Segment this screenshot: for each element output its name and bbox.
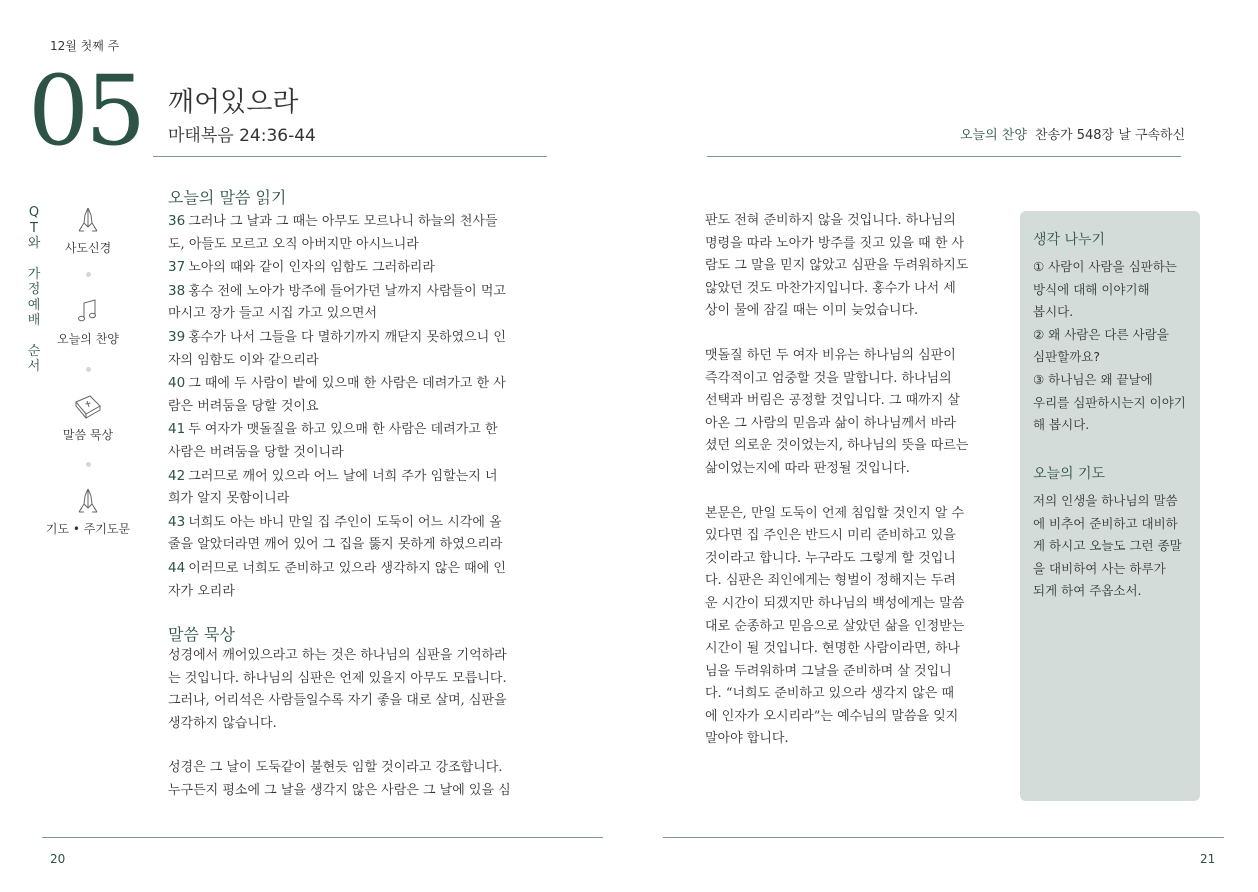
verse-line — [168, 581, 548, 604]
bible-icon — [72, 392, 104, 422]
verse-line — [168, 234, 548, 257]
step-label: 오늘의 찬양 — [57, 332, 119, 346]
step-todays-hymn — [38, 296, 138, 347]
text-line: 성경에서 깨어있으라고 하는 것은 하나님의 심판을 기억하라 — [168, 648, 507, 663]
vertical-char: 가 — [27, 266, 41, 282]
verse-text: 줄을 알았더라면 깨어 있어 그 집을 뚫지 못하게 하였으리라 — [168, 537, 503, 553]
verse-line — [168, 557, 548, 581]
verse-text: 그러므로 깨어 있으라 어느 날에 너희 주가 임할는지 너 — [188, 468, 498, 484]
text-line: 방식에 대해 이야기해 — [1033, 281, 1150, 297]
verse-number: 44 — [168, 559, 186, 576]
footer-rule-left — [42, 837, 603, 838]
verse-line — [168, 534, 548, 557]
text-line: 봅시다. — [1033, 304, 1074, 320]
verse-line — [168, 280, 548, 304]
text-line: 선택과 버림은 공정할 것입니다. 그 때까지 살 — [705, 393, 960, 409]
verse-text: 사람은 버려둠을 당할 것이니라 — [168, 444, 344, 460]
verse-list — [168, 210, 548, 603]
verse-number: 36 — [168, 213, 186, 229]
text-line: 람도 그 말을 믿지 않았고 심판을 두려워하지도 — [705, 258, 969, 274]
verse-line — [168, 372, 548, 396]
vertical-char: 정 — [27, 282, 41, 297]
verse-line — [168, 256, 548, 280]
verse-number: 41 — [168, 421, 186, 438]
verse-number: 40 — [168, 375, 186, 392]
prayer-heading: 오늘의 기도 — [1033, 466, 1106, 482]
verse-text: 홍수가 나서 그들을 다 멸하기까지 깨닫지 못하였으니 인 — [188, 329, 506, 345]
text-line: 즉각적이고 엄중할 것을 말합니다. 하나님의 — [705, 370, 952, 386]
meditation-paragraph — [168, 757, 548, 802]
step-label: 사도신경 — [64, 241, 112, 255]
meditation-paragraph — [705, 503, 997, 752]
vertical-char: T — [30, 220, 38, 236]
page-number-left: 20 — [50, 852, 66, 866]
praying-hands-icon — [73, 486, 103, 516]
text-line: 심판할까요? — [1033, 349, 1101, 365]
header-rule-right — [707, 156, 1181, 157]
day-number: 05 — [28, 55, 143, 167]
discussion-box — [1020, 211, 1200, 801]
verse-text: 그러나 그 날과 그 때는 아무도 모르나니 하늘의 천사들 — [188, 214, 498, 229]
text-line: 성경은 그 날이 도둑같이 불현듯 임할 것이라고 강조합니다. — [168, 760, 503, 776]
text-line: 셨던 의로운 것이었는지, 하나님의 뜻을 따르는 — [705, 438, 969, 454]
meditation-paragraph — [168, 645, 548, 735]
step-dot — [86, 462, 91, 467]
hymn-text: 찬송가 548장 날 구속하신 — [1034, 128, 1186, 143]
verse-text: 자가 오리라 — [168, 583, 235, 599]
meditation-paragraph — [705, 210, 997, 323]
prayer-text — [1033, 490, 1193, 603]
verse-line — [168, 511, 548, 535]
text-line: ② 왜 사람은 다른 사람을 — [1033, 326, 1169, 342]
step-prayer — [38, 486, 138, 537]
verse-line — [168, 303, 548, 326]
verse-line — [168, 326, 548, 350]
page-title: 깨어있으라 — [168, 87, 299, 118]
scripture-reference: 마태복음 24:36-44 — [168, 126, 316, 146]
reading-heading: 오늘의 말씀 읽기 — [168, 188, 287, 207]
text-line: 되게 하여 주옵소서. — [1033, 583, 1142, 599]
share-questions — [1033, 256, 1193, 437]
text-line: 명령을 따라 노아가 방주를 짓고 있을 때 한 사 — [705, 235, 965, 251]
share-heading: 생각 나누기 — [1033, 232, 1106, 248]
meditation-heading: 말씀 묵상 — [168, 625, 235, 644]
verse-line — [168, 396, 548, 419]
text-line: 것이라고 합니다. 누구라도 그렇게 할 것입니 — [705, 550, 956, 566]
verse-text: 희가 알지 못함이니라 — [168, 491, 290, 507]
meditation-left — [168, 645, 548, 825]
verse-line — [168, 488, 548, 511]
verse-line — [168, 418, 548, 442]
text-line: 누구든지 평소에 그 날을 생각지 않은 사람은 그 날에 있을 심 — [168, 782, 511, 798]
text-line: 운 시간이 되겠지만 하나님의 백성에게는 말씀 — [705, 595, 965, 611]
verse-text: 그 때에 두 사람이 밭에 있으매 한 사람은 데려가고 한 사 — [188, 376, 506, 392]
step-label: 말씀 묵상 — [62, 428, 114, 442]
verse-number: 43 — [168, 513, 186, 530]
text-line: 을 대비하여 사는 하루가 — [1033, 560, 1166, 576]
verse-text: 마시고 장가 들고 시집 가고 있으면서 — [168, 306, 378, 322]
text-line: 있다면 집 주인은 반드시 미리 준비하고 있을 — [705, 528, 956, 544]
verse-text: 도, 아들도 모르고 오직 아버지만 아시느니라 — [168, 236, 419, 252]
text-line: 우리를 심판하시는지 이야기 — [1033, 394, 1186, 410]
verse-text: 두 여자가 맷돌질을 하고 있으매 한 사람은 데려가고 한 — [188, 422, 498, 438]
text-line: 삶이었는지에 따라 판정될 것입니다. — [705, 460, 910, 476]
verse-number: 37 — [168, 259, 186, 276]
vertical-char: 배 — [27, 313, 41, 328]
hymn-line — [960, 124, 1185, 143]
page-number-right: 21 — [1200, 852, 1216, 866]
verse-number: 39 — [168, 328, 186, 345]
text-line: 는 것입니다. 하나님의 심판은 언제 있을지 아무도 모릅니다. — [168, 670, 507, 686]
verse-text: 이러므로 너희도 준비하고 있으라 생각하지 않은 때에 인 — [188, 560, 506, 576]
text-line: 게 하시고 오늘도 그런 종말 — [1033, 538, 1182, 554]
text-line: 생각하지 않습니다. — [168, 715, 277, 731]
vertical-char: 와 — [27, 236, 41, 251]
verse-text: 람은 버려둠을 당할 것이요 — [168, 398, 319, 414]
text-line: 본문은, 만일 도둑이 언제 침입할 것인지 알 수 — [705, 505, 965, 521]
hymn-label: 오늘의 찬양 — [960, 128, 1027, 143]
verse-text: 홍수 전에 노아가 방주에 들어가던 날까지 사람들이 먹고 — [188, 283, 506, 299]
header-rule-left — [153, 156, 547, 157]
text-line: 아온 그 사람의 믿음과 삶이 하나님께서 바라 — [705, 415, 956, 431]
step-label: 기도 • 주기도문 — [45, 522, 131, 536]
text-line: 맷돌질 하던 두 여자 비유는 하나님의 심판이 — [705, 347, 956, 363]
step-dot — [86, 367, 91, 372]
music-note-icon — [73, 296, 103, 326]
verse-number: 38 — [168, 282, 186, 299]
step-apostles-creed — [38, 205, 138, 256]
text-line: 않았던 것도 마찬가지입니다. 홍수가 나서 세 — [705, 280, 956, 296]
text-line: ③ 하나님은 왜 끝날에 — [1033, 371, 1153, 387]
vertical-char: 예 — [27, 297, 41, 313]
text-line: 말아야 합니다. — [705, 731, 789, 747]
week-label: 12월 첫째 주 — [50, 39, 120, 53]
verse-text: 노아의 때와 같이 인자의 임함도 그러하리라 — [188, 260, 435, 276]
verse-line — [168, 465, 548, 489]
verse-line — [168, 210, 548, 234]
text-line: 에 비추어 준비하고 대비하 — [1033, 515, 1178, 531]
verse-line — [168, 350, 548, 373]
text-line: 해 봅시다. — [1033, 417, 1090, 433]
text-line: 시간이 될 것입니다. 현명한 사람이라면, 하나 — [705, 641, 960, 657]
vertical-char: Q — [28, 205, 40, 220]
meditation-paragraph — [705, 345, 997, 481]
verse-number: 42 — [168, 467, 186, 484]
meditation-right — [705, 210, 997, 773]
text-line: ① 사람이 사람을 심판하는 — [1033, 259, 1177, 274]
footer-rule-right — [663, 837, 1224, 838]
text-line: 판도 전혀 준비하지 않을 것입니다. 하나님의 — [705, 213, 956, 228]
text-line: 다. 심판은 죄인에게는 형벌이 정해지는 두려 — [705, 573, 956, 589]
step-word-meditation — [38, 392, 138, 443]
vertical-char: 순 — [27, 343, 41, 359]
step-dot — [86, 272, 91, 277]
verse-line — [168, 442, 548, 465]
text-line: 상이 물에 잠길 때는 이미 늦었습니다. — [705, 303, 919, 319]
vertical-char: 서 — [27, 359, 41, 374]
text-line: 저의 인생을 하나님의 말씀 — [1033, 493, 1178, 508]
praying-hands-icon — [73, 205, 103, 235]
text-line: 그러나, 어리석은 사람들일수록 자기 좋을 대로 살며, 심판을 — [168, 693, 507, 709]
text-line: 다. “너희도 준비하고 있으라 생각지 않은 때 — [705, 686, 955, 702]
verse-text: 너희도 아는 바니 만일 집 주인이 도둑이 어느 시각에 올 — [188, 514, 502, 530]
text-line: 대로 순종하고 믿음으로 살았던 삶을 인정받는 — [705, 618, 965, 634]
text-line: 에 인자가 오시리라”는 예수님의 말씀을 잊지 — [705, 708, 959, 724]
text-line: 님을 두려워하며 그날을 준비하며 살 것입니 — [705, 663, 952, 679]
verse-text: 자의 임함도 이와 같으리라 — [168, 352, 319, 368]
